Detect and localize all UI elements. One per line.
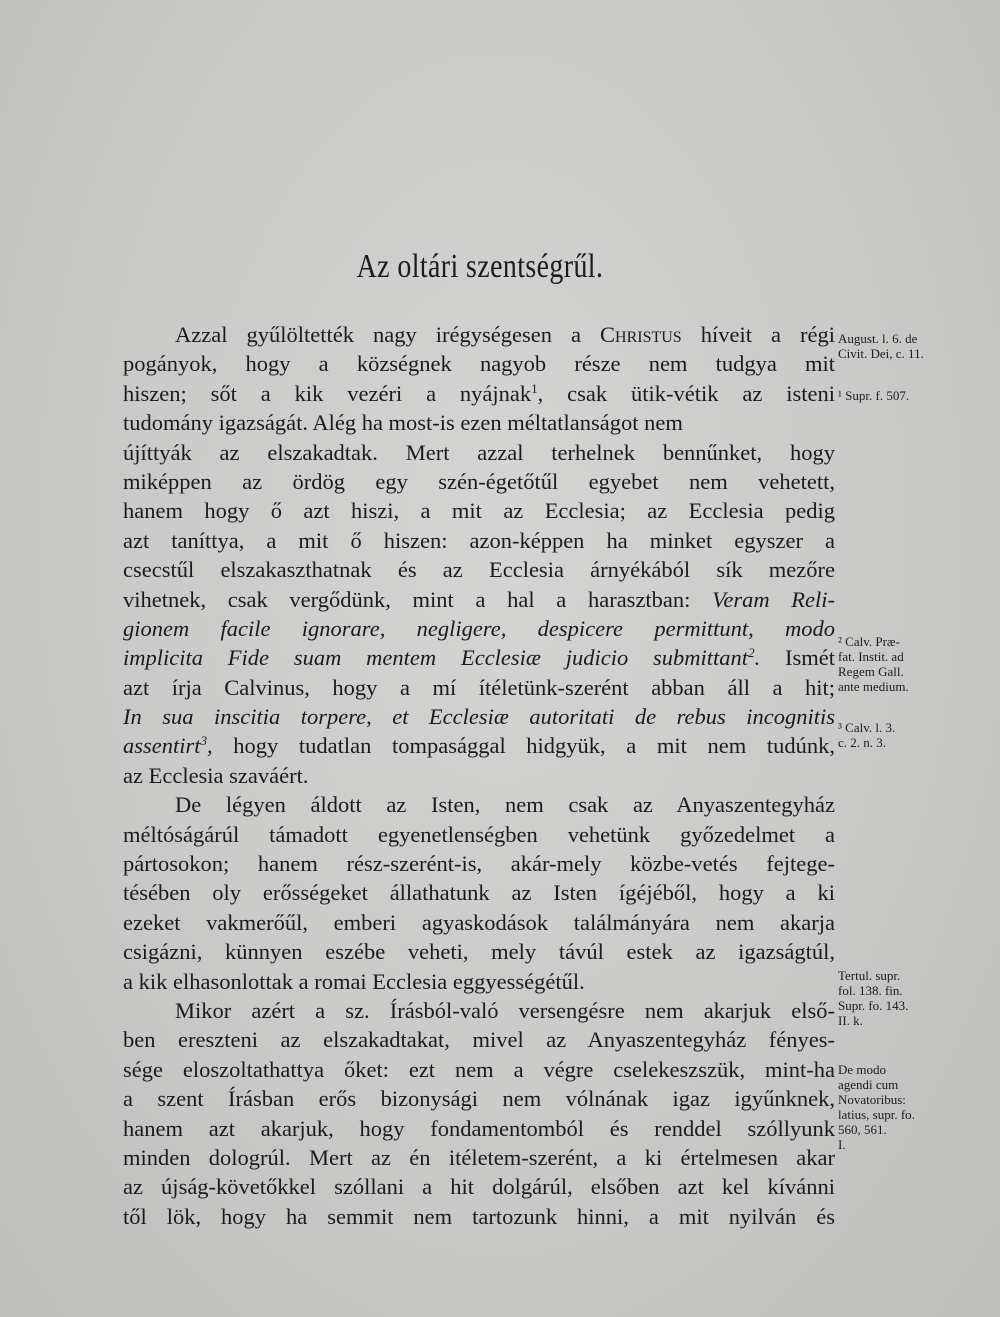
margin-note-1 bbox=[838, 388, 909, 403]
body-line: miképpen az ördög egy szén-égetőtűl egyebet nem vehetett, bbox=[123, 468, 835, 494]
body-line: sége eloszoltathattya őket: ezt nem a végre cselekeszszük, mint-ha bbox=[123, 1056, 835, 1082]
body-line: méltóságárúl támadott egyenetlenségben vehetünk győzedelmet a bbox=[123, 821, 835, 847]
margin-note-line: Regem Gall. bbox=[838, 664, 904, 679]
body-line: a szent Írásban erős bizonysági nem vólnának igaz igyűnknek, bbox=[123, 1086, 835, 1112]
margin-note-3 bbox=[838, 720, 895, 750]
margin-note-line: ¹ Supr. f. 507. bbox=[838, 388, 910, 403]
body-line: azt taníttya, a mit ő hiszen: azon-képpen ha minket egyszer a bbox=[123, 527, 835, 553]
body-line: Azzal gyűlöltették nagy irégységesen a Christus híveit a régi bbox=[175, 322, 835, 347]
body-line: minden dologrúl. Mert az én itéletem-szerént, a ki értelmesen akar bbox=[123, 1144, 835, 1170]
margin-note-line: c. 2. n. 3. bbox=[838, 735, 887, 750]
margin-note-line: Civit. Dei, c. 11. bbox=[838, 346, 924, 361]
body-line: vihetnek, csak vergődünk, mint a hal a harasztban: Veram Reli- bbox=[123, 586, 835, 612]
margin-note-line: fat. Instit. ad bbox=[838, 649, 904, 664]
margin-note-line: ante medium. bbox=[838, 679, 909, 694]
margin-note-line: II. k. bbox=[838, 1013, 863, 1028]
margin-note-2 bbox=[838, 634, 909, 694]
body-line: csigázni, künnyen eszébe veheti, mely távúl estek az igazságtúl, bbox=[123, 939, 835, 965]
body-line: tudomány igazságát. Alég ha most-is ezen méltatlanságot nem bbox=[123, 410, 683, 436]
margin-note-line: August. l. 6. de bbox=[838, 331, 918, 346]
body-line: hanem hogy ő azt hiszi, a mit az Ecclesia; az Ecclesia pedig bbox=[123, 498, 835, 524]
body-line: ezeket vakmerőűl, emberi agyaskodások találmányára nem akarja bbox=[123, 909, 835, 935]
body-text bbox=[123, 320, 835, 1231]
body-line: assentirt$^3$, hogy tudatlan tompasággal hidgyük, a mit nem tudúnk, bbox=[123, 733, 835, 759]
body-line: csecstűl elszakaszthatnak és az Ecclesia árnyékából sík mezőre bbox=[123, 557, 835, 583]
body-line: Mikor azért a sz. Írásból-való versengésre nem akarjuk első- bbox=[175, 997, 835, 1023]
body-line: tésében oly erősségeket állathatunk az Isten ígéjéből, hogy a ki bbox=[123, 880, 835, 906]
margin-note-august bbox=[838, 331, 924, 361]
body-line: hanem azt akarjuk, hogy fondamentomból és renddel szóllyunk bbox=[123, 1115, 835, 1141]
body-line: In sua inscitia torpere, et Ecclesiæ autoritati de rebus incognitis bbox=[123, 704, 835, 730]
body-line: től lök, hogy ha semmit nem tartozunk hinni, a mit nyilván és bbox=[123, 1203, 835, 1229]
margin-note-line: De modo bbox=[838, 1062, 887, 1077]
margin-note-line: ² Calv. Præ- bbox=[838, 634, 900, 649]
body-line: az újság-követőkkel szóllani a hit dolgárúl, elsőben azt kel kívánni bbox=[123, 1174, 835, 1200]
margin-note-line: ³ Calv. l. 3. bbox=[838, 720, 896, 735]
body-line: De légyen áldott az Isten, nem csak az Anyaszentegyház bbox=[175, 792, 835, 818]
margin-note-line: Novatoribus: bbox=[838, 1092, 906, 1107]
body-line: újíttyák az elszakadtak. Mert azzal terhelnek bennűnket, hogy bbox=[123, 439, 835, 465]
body-line: a kik elhasonlottak a romai Ecclesia eggyességétűl. bbox=[123, 968, 585, 994]
margin-note-line: 560, 561. bbox=[838, 1122, 887, 1137]
margin-note-line: Supr. fo. 143. bbox=[838, 998, 909, 1013]
body-line: azt írja Calvinus, hogy a mí ítéletünk-szerént abban áll a hit; bbox=[123, 674, 835, 700]
margin-note-tertul bbox=[838, 968, 908, 1028]
body-line: ben ereszteni az elszakadtakat, mivel az Anyaszentegyház fényes- bbox=[123, 1027, 835, 1053]
page-title: Az oltári szentségrűl. bbox=[356, 248, 604, 285]
margin-note-line: Tertul. supr. bbox=[838, 968, 901, 983]
body-line: hiszen; sőt a kik vezéri a nyájnak$^1$, csak ütik-vétik az isteni bbox=[123, 380, 835, 406]
body-line: pártosokon; hanem rész-szerént-is, akár-mely közbe-vetés fejtege- bbox=[123, 851, 835, 877]
margin-note-line: latius, supr. fo. bbox=[838, 1107, 915, 1122]
body-line: gionem facile ignorare, negligere, despicere permittunt, modo bbox=[123, 615, 835, 641]
body-line: az Ecclesia szaváért. bbox=[123, 762, 309, 788]
margin-note-demodo bbox=[838, 1062, 915, 1152]
margin-note-line: fol. 138. fin. bbox=[838, 983, 903, 998]
body-line: implicita Fide suam mentem Ecclesiæ judicio submittant$^2$. Ismét bbox=[123, 645, 836, 671]
margin-note-line: agendi cum bbox=[838, 1077, 899, 1092]
body-line: pogányok, hogy a községnek nagyob része nem tudgya mit bbox=[123, 351, 835, 377]
margin-note-line: I. bbox=[838, 1137, 846, 1152]
